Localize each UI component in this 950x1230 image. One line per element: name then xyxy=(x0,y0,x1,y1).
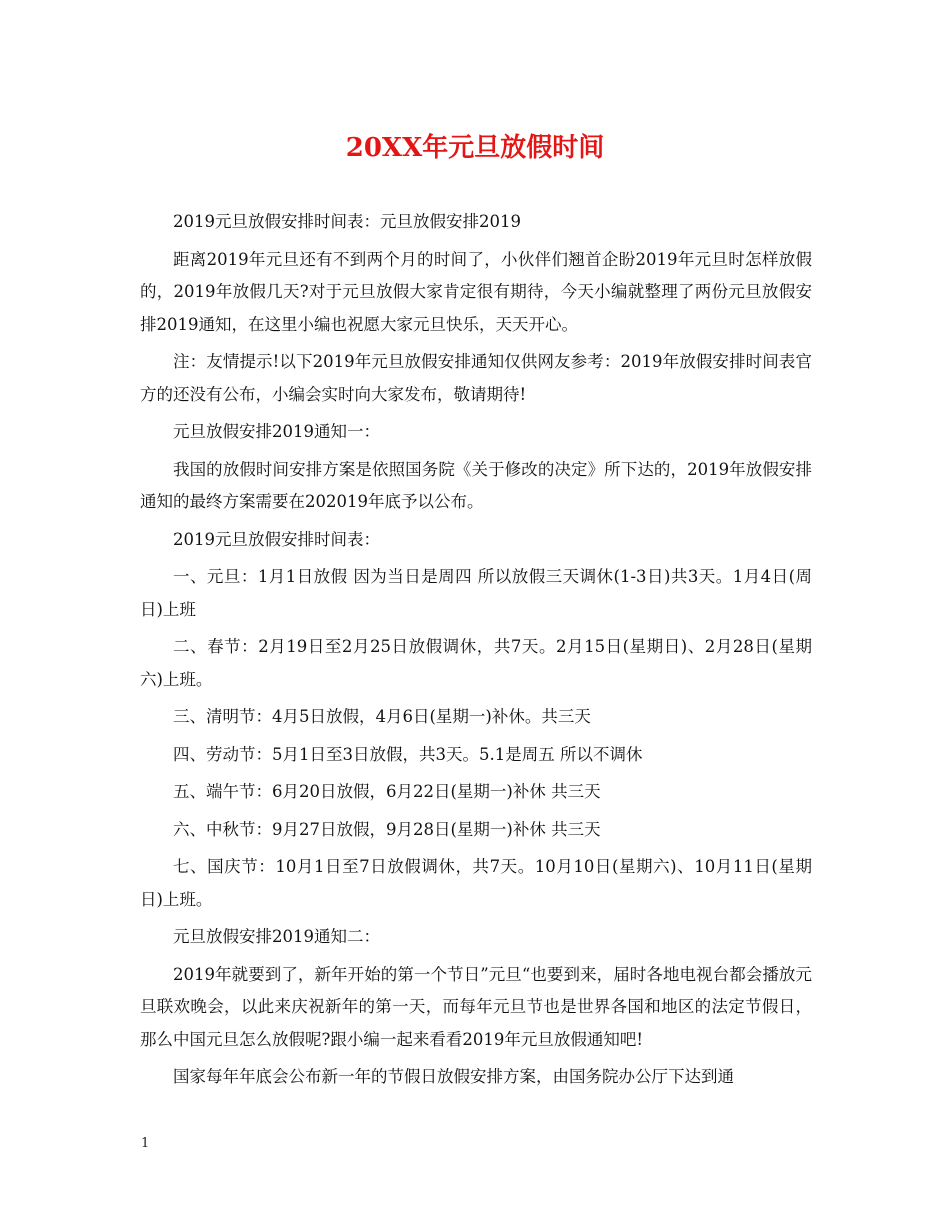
paragraph: 元旦放假安排2019通知一： xyxy=(173,422,380,441)
paragraph: 元旦放假安排2019通知二： xyxy=(173,927,380,946)
paragraph: 2019元旦放假安排时间表： xyxy=(173,529,380,549)
paragraph: 四、劳动节：5月1日至3日放假，共3天。5.1是周五 所以不调休 xyxy=(173,744,643,764)
paragraph: 国家每年年底会公布新一年的节假日放假安排方案，由国务院办公厅下达到通 xyxy=(173,1067,734,1086)
paragraph: 2019年就要到了，新年开始的第一个节日”元旦“也要到来，届时各地电视台都会播放元旦联欢晚会，以此来庆祝新年的第一天，而每年元旦节也是世界各国和地区的法定节假日，那么中国元旦怎么放假呢?跟小编一起来看看2019年元旦放假通知吧! xyxy=(140,964,812,1049)
paragraph: 六、中秋节：9月27日放假，9月28日(星期一)补休 共三天 xyxy=(173,819,601,839)
document-title: 20XX年元旦放假时间 xyxy=(345,133,605,163)
paragraph: 距离2019年元旦还有不到两个月的时间了，小伙伴们翘首企盼2019年元旦时怎样放假的，2019年放假几天?对于元旦放假大家肯定很有期待，今天小编就整理了两份元旦放假安排2019通知，在这里小编也祝愿大家元旦快乐，天天开心。 xyxy=(140,249,812,334)
paragraph: 我国的放假时间安排方案是依照国务院《关于修改的决定》所下达的，2019年放假安排通知的最终方案需要在202019年底予以公布。 xyxy=(140,459,812,511)
paragraph: 二、春节：2月19日至2月25日放假调休，共7天。2月15日(星期日)、2月28日(星期六)上班。 xyxy=(140,637,812,689)
paragraph: 五、端午节：6月20日放假，6月22日(星期一)补休 共三天 xyxy=(173,782,601,801)
paragraph: 2019元旦放假安排时间表：元旦放假安排2019 xyxy=(173,212,521,231)
document-body xyxy=(140,206,812,1099)
paragraph: 注：友情提示!以下2019年元旦放假安排通知仅供网友参考：2019年放假安排时间表官方的还没有公布，小编会实时向大家发布，敬请期待! xyxy=(140,352,812,404)
page-number: 1 xyxy=(141,1136,150,1151)
paragraph: 七、国庆节：10月1日至7日放假调休，共7天。10月10日(星期六)、10月11日(星期日)上班。 xyxy=(140,857,812,909)
paragraph: 三、清明节：4月5日放假，4月6日(星期一)补休。共三天 xyxy=(173,707,591,726)
paragraph: 一、元旦：1月1日放假 因为当日是周四 所以放假三天调休(1-3日)共3天。1月4日(周日)上班 xyxy=(140,567,812,619)
